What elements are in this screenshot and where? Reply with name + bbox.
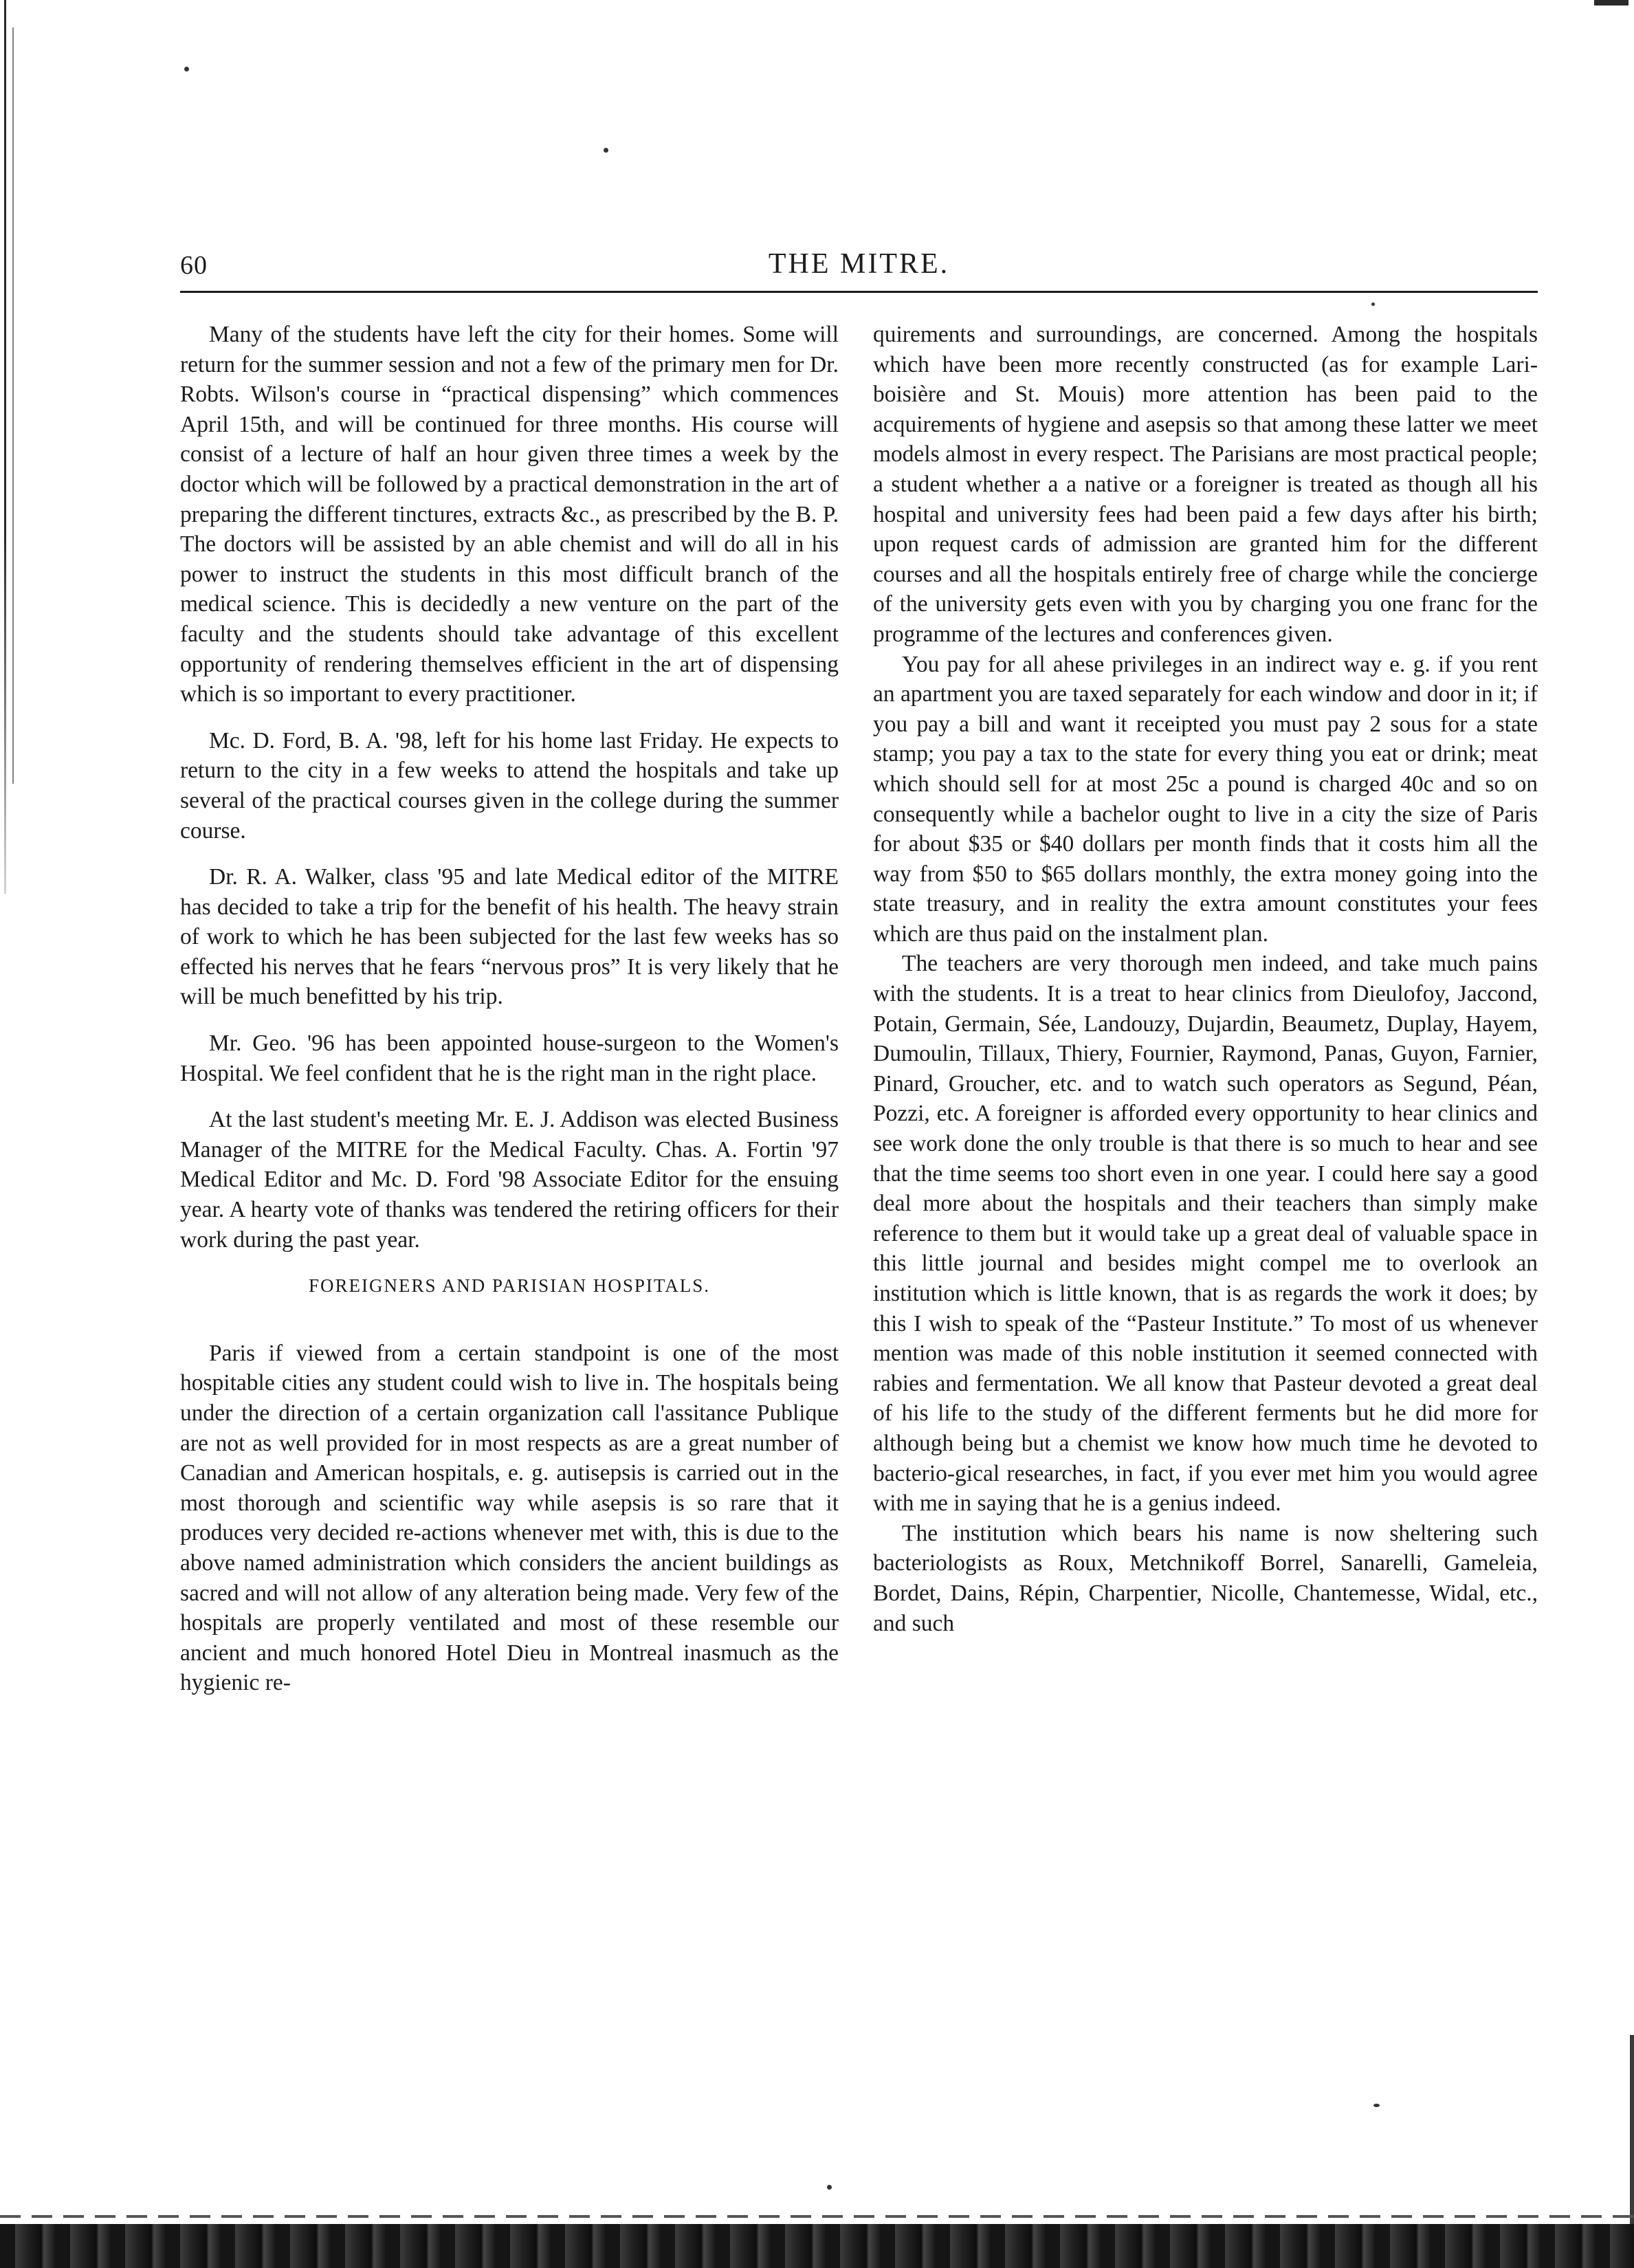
paragraph: At the last student's meeting Mr. E. J. Addison was elected Business Manager of the MITRE for the Medical Faculty. Chas. A. Fortin '97 Medical Editor and Mc. D. Ford '98 Associate Editor for the ensuing year. A hearty vote of thanks was tendered the retiring officers for their work during the past year.	[180, 1107, 839, 1253]
paragraph: You pay for all ahese privileges in an indirect way e. g. if you rent an apartment you are taxed separately for each window and door in it; if you pay a bill and want it receipted you must pay 2 sous for a state stamp; you pay a tax to the state for every thing you eat or drink; meat which should sell for at most 25c a pound is charged 40c and so on consequently while a bachelor ought to live in a city the size of Paris for about $35 or $40 dollars per month finds that it costs him all the way from $50 to $65 dollars monthly, the extra money going into the state treasury, and in reality the extra amount constitutes your fees which are thus paid on the instalment plan.	[873, 651, 1538, 947]
header-rule	[180, 291, 1538, 293]
page-number: 60	[180, 251, 208, 280]
left-column	[180, 320, 839, 1698]
scan-edge-left-secondary	[12, 27, 14, 784]
scan-speck	[1371, 302, 1375, 306]
paragraph: The teachers are very thorough men indeed, and take much pains with the students. It is a treat to hear clinics from Dieulofoy, Jaccond, Potain, Germain, Sée, Landouzy, Dujardin, Beaumetz, Duplay, Hayem, Dumoulin, Tillaux, Thiery, Fournier, Raymond, Panas, Guyon, Farnier, Pinard, Groucher, etc. and to watch such operators as Segund, Péan, Pozzi, etc. A foreigner is afforded every opportunity to hear clinics and see work done the only trouble is that there is so much to hear and see that the time seems too short even in one year. I could here say a good deal more about the hospitals and their teachers than simply make reference to them but it would take up a great deal of valuable space in this little journal and besides might compel me to overlook an institution which is little known, that is as regards the work it does; by this I wish to speak of the “Pasteur Institute.” To most of us whenever mention was made of this noble institution it seemed connected with rabies and fermentation. We all know that Pasteur devoted a great deal of his life to the study of the different ferments but he did more for although being but a chemist we know how much time he devoted to bacterio-gical researches, in fact, if you ever met him you would agree with me in saying that he is a genius indeed.	[873, 951, 1538, 1517]
paragraph: The institution which bears his name is now sheltering such bacteriologists as Roux, Metchnikoff Borrel, Sanarelli, Gameleia, Bordet, Dains, Répin, Charpentier, Nicolle, Chantemesse, Widal, etc., and such	[873, 1520, 1538, 1636]
section-title: FOREIGNERS AND PARISIAN HOSPITALS.	[309, 1275, 710, 1297]
scan-speck	[1373, 2104, 1380, 2107]
page-header	[180, 247, 1538, 296]
scan-bottom-line	[0, 2215, 1634, 2218]
paragraph: Many of the students have left the city for their homes. Some will return for the summer session and not a few of the primary men for Dr. Robts. Wilson's course in “practical dispensing” which commences April 15th, and will be continued for three months. His course will consist of a lecture of half an hour given three times a week by the doctor which will be followed by a practical demonstration in the art of preparing the different tinctures, extracts &c., as prescribed by the B. P. The doctors will be assisted by an able chemist and will do all in his power to instruct the students in this most difficult branch of the medical science. This is decidedly a new venture on the part of the faculty and the students should take advantage of this excellent opportunity of rendering themselves efficient in the art of dispensing which is so important to every practitioner.	[180, 322, 839, 707]
scan-edge-left	[4, 0, 6, 894]
scan-speck	[827, 2185, 832, 2190]
scan-edge-right	[1594, 0, 1629, 5]
scan-bottom-strip	[0, 2224, 1634, 2268]
right-column	[873, 320, 1538, 1638]
paragraph: quirements and surroundings, are concerned. Among the hospitals which have been more recently constructed (as for example Lari-boisière and St. Mouis) more attention has been paid to the acquirements of hygiene and asepsis so that among these latter we meet models almost in every respect. The Parisians are most practical people; a student whether a a native or a foreigner is treated as though all his hospital and university fees had been paid a few days after his birth; upon request cards of admission are granted him for the different courses and all the hospitals entirely free of charge while the concierge of the university gets even with you by charging you one franc for the programme of the lectures and conferences given.	[873, 322, 1538, 647]
scan-speck	[604, 148, 608, 153]
running-title: THE MITRE.	[768, 248, 950, 280]
paragraph: Mc. D. Ford, B. A. '98, left for his home last Friday. He expects to return to the city in a few weeks to attend the hospitals and take up several of the practical courses given in the college during the summer course.	[180, 727, 839, 844]
paragraph: Dr. R. A. Walker, class '95 and late Medical editor of the MITRE has decided to take a trip for the benefit of his health. The heavy strain of work to which he has been subjected for the last few weeks has so effected his nerves that he fears “nervous pros” It is very likely that he will be much benefitted by his trip.	[180, 864, 839, 1010]
paragraph: Mr. Geo. '96 has been appointed house-surgeon to the Women's Hospital. We feel confident that he is the right man in the right place.	[180, 1031, 839, 1086]
paragraph: Paris if viewed from a certain standpoint is one of the most hospitable cities any student could wish to live in. The hospitals being under the direction of a certain organization call l'assitance Publique are not as well provided for in most respects as are a great number of Canadian and American hospitals, e. g. autisepsis is carried out in the most thorough and scientific way while asepsis is so rare that it produces very decided re-actions whenever met with, this is due to the above named administration which considers the ancient buildings as sacred and will not allow of any alteration being made. Very few of the hospitals are properly ventilated and most of these resemble our ancient and much honored Hotel Dieu in Montreal inasmuch as the hygienic re-	[180, 1340, 839, 1696]
scan-speck	[184, 67, 189, 71]
